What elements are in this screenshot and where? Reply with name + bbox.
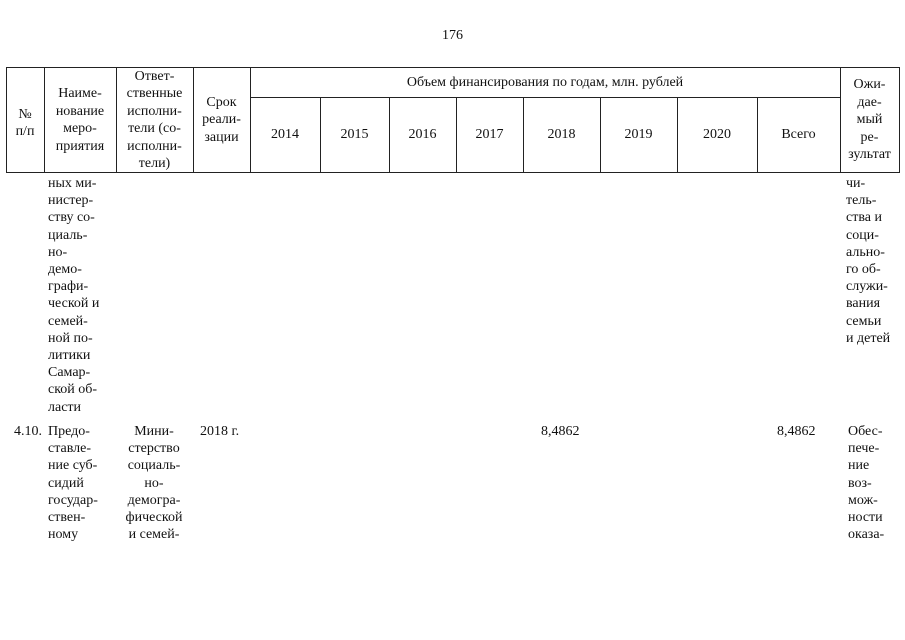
year-2019: 2019 <box>624 127 653 142</box>
header-num <box>6 105 44 141</box>
row-4-10-name-line: ному <box>48 527 79 543</box>
row-4-10-responsible-line: но- <box>144 475 164 491</box>
continued-name-line: ческой и <box>48 296 100 312</box>
continued-result-line: ства и <box>846 210 882 226</box>
continued-name-line: литики <box>48 348 91 364</box>
row-4-10-responsible-line: демогра- <box>127 492 181 508</box>
page-number: 176 <box>442 28 463 43</box>
header-result-line: зультат <box>848 147 891 163</box>
header-responsible-line: ственные <box>126 86 183 101</box>
continued-name-line: ных ми- <box>48 176 97 191</box>
year-2015: 2015 <box>340 127 369 142</box>
row-4-10-result <box>848 423 900 543</box>
header-name <box>44 68 116 172</box>
row-4-10-value-total: 8,4862 <box>777 424 816 439</box>
year-2017: 2017 <box>475 127 504 142</box>
header-result-line: ре- <box>860 129 879 145</box>
continued-result-line: вания <box>846 296 881 312</box>
row-4-10-result-line: пече- <box>848 441 880 457</box>
row-4-10-name-line: государ- <box>48 492 98 508</box>
header-result-line: мый <box>856 112 883 128</box>
continued-name-line: ласти <box>48 399 82 415</box>
row-4-10-result-line: ности <box>848 510 883 526</box>
continued-name-line: циаль- <box>48 227 88 243</box>
continued-name-line: Самар- <box>48 365 91 381</box>
header-period <box>193 68 250 172</box>
year-2016: 2016 <box>408 127 437 142</box>
header-result-line: дае- <box>857 94 882 110</box>
row-4-10-result-line: Обес- <box>848 424 883 439</box>
header-funding: Объем финансирования по годам, млн. рублей <box>406 75 684 91</box>
row-4-10-result-line: мож- <box>848 492 878 508</box>
header-period-line: Срок <box>206 94 237 110</box>
continued-name-line: графи- <box>48 279 89 295</box>
row-4-10-name <box>48 423 112 543</box>
continued-result-line: тель- <box>846 193 877 209</box>
header-name-line: Наиме- <box>58 86 102 101</box>
row-4-10-responsible-line: и семей- <box>128 527 180 543</box>
row-4-10-responsible-line: фической <box>125 510 183 526</box>
continued-result-line: и детей <box>846 330 891 346</box>
continued-name-line: демо- <box>48 262 82 278</box>
row-4-10-name-line: ствен- <box>48 510 86 526</box>
continued-result-line: го об- <box>846 262 881 278</box>
header-responsible-line: Ответ- <box>134 68 175 84</box>
row-4-10-result-line: оказа- <box>848 527 885 543</box>
header-num-text: № п/п <box>15 107 35 139</box>
header-name-line: нование <box>55 103 105 119</box>
header-result <box>840 68 899 172</box>
row-4-10-period: 2018 г. <box>200 424 240 439</box>
continued-result-line: чи- <box>846 176 866 191</box>
row-4-10-result-line: воз- <box>848 475 872 491</box>
header-name-line: приятия <box>55 138 105 154</box>
header-responsible-line: исполни- <box>127 103 182 119</box>
header-responsible-line: исполни- <box>127 138 182 154</box>
continued-result-line: соци- <box>846 227 879 243</box>
continued-name-line: но- <box>48 244 68 260</box>
row-4-10-responsible <box>118 423 190 543</box>
continued-name <box>48 175 112 416</box>
header-name-line: меро- <box>63 121 97 136</box>
row-4-10-responsible-line: стерство <box>128 441 180 457</box>
header-result-line: Ожи- <box>853 77 886 93</box>
row-4-10-num: 4.10. <box>14 424 42 439</box>
continued-name-line: ской об- <box>48 382 98 398</box>
year-2020: 2020 <box>703 127 731 142</box>
header-period-line: реали- <box>202 112 241 128</box>
continued-name-line: нистер- <box>48 193 94 209</box>
year-2018: 2018 <box>547 127 576 142</box>
row-4-10-name-line: ние суб- <box>48 458 98 474</box>
row-4-10-name-line: сидий <box>48 475 84 491</box>
year-2014: 2014 <box>271 127 299 142</box>
continued-name-line: ству со- <box>48 210 95 226</box>
header-responsible <box>116 68 193 172</box>
row-4-10-name-line: ставле- <box>48 441 92 457</box>
continued-result-line: служи- <box>846 279 888 295</box>
row-4-10-responsible-line: социаль- <box>127 458 181 474</box>
continued-name-line: семей- <box>48 313 88 329</box>
continued-result-line: семьи <box>846 313 882 329</box>
header-responsible-line: тели) <box>138 156 171 171</box>
row-4-10-name-line: Предо- <box>48 424 90 439</box>
continued-result-line: ально- <box>846 244 885 260</box>
header-responsible-line: тели (со- <box>128 121 181 136</box>
row-4-10-responsible-line: Мини- <box>134 424 174 439</box>
continued-result <box>846 175 900 347</box>
row-4-10-result-line: ние <box>848 458 870 474</box>
year-total: Всего <box>781 127 816 142</box>
row-4-10-value-2018: 8,4862 <box>541 424 580 439</box>
header-period-line: зации <box>204 129 239 145</box>
continued-name-line: ной по- <box>48 330 93 346</box>
